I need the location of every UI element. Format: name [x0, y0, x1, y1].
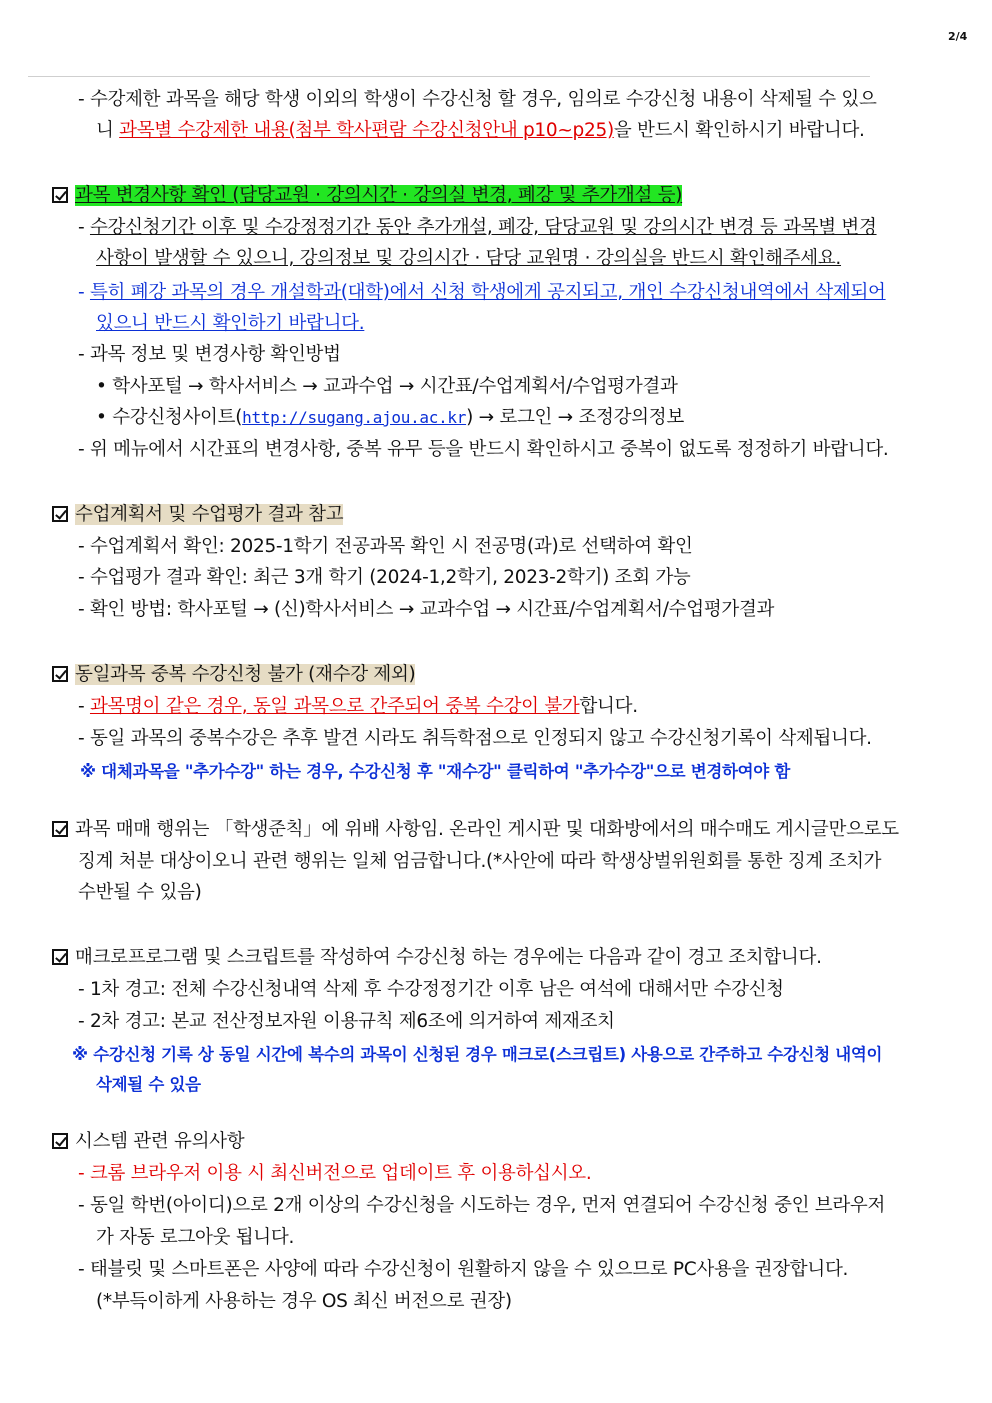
s3-b1-red: 과목명이 같은 경우, 동일 과목으로 간주되어 중복 수강이 불가	[89, 696, 580, 717]
section1-heading-text: 과목 변경사항 확인 (담당교원 · 강의시간 · 강의실 변경, 폐강 및 추가개설 등)	[75, 185, 683, 206]
s5-note1: ※ 수강신청 기록 상 동일 시간에 복수의 과목이 신청된 경우 매크로(스크립트) 사용으로 간주하고 수강신청 내역이	[72, 1045, 883, 1064]
s0-line2a: 니	[96, 120, 120, 141]
s6-b2a: - 동일 학번(아이디)으로 2개 이상의 수강신청을 시도하는 경우, 먼저 연결되어 수강신청 중인 브라우저	[78, 1195, 886, 1216]
dash: -	[78, 282, 90, 303]
s0-line2c: 을 반드시 확인하시기 바랍니다.	[613, 120, 865, 141]
section3-heading-text: 동일과목 중복 수강신청 불가 (재수강 제외)	[75, 664, 416, 685]
s5-note2: 삭제될 수 있음	[96, 1075, 201, 1094]
s1-b2a-text: 특히 폐강 과목의 경우 개설학과(대학)에서 신청 학생에게 공지되고, 개인 수강신청내역에서 삭제되어	[89, 282, 886, 303]
s0-line2	[96, 117, 865, 145]
section5-heading	[52, 944, 822, 972]
s6-b1: - 크롬 브라우저 이용 시 최신버전으로 업데이트 후 이용하십시오.	[78, 1163, 592, 1184]
page-number: 2/4	[948, 30, 968, 43]
dash: -	[78, 217, 90, 238]
section4-line1	[52, 816, 899, 844]
section3-heading	[52, 661, 415, 689]
s0-line1: - 수강제한 과목을 해당 학생 이외의 학생이 수강신청 할 경우, 임의로 수강신청 내용이 삭제될 수 있으	[78, 89, 877, 110]
s1-b3: - 과목 정보 및 변경사항 확인방법	[78, 344, 341, 365]
s3-b1	[78, 693, 638, 721]
s1-b2a	[78, 279, 886, 307]
checkbox-icon	[52, 949, 68, 965]
section5-heading-text: 매크로프로그램 및 스크립트를 작성하여 수강신청 하는 경우에는 다음과 같이 경고 조치합니다.	[75, 947, 822, 968]
s1-b2b: 있으니 반드시 확인하기 바랍니다.	[96, 313, 365, 334]
sugang-link[interactable]: http://sugang.ajou.ac.kr	[242, 408, 467, 427]
section2-heading	[52, 501, 343, 529]
s3-note: ※ 대체과목을 "추가수강" 하는 경우, 수강신청 후 "재수강" 클릭하여 "추가수강"으로 변경하여야 함	[80, 762, 791, 781]
section6-heading	[52, 1128, 244, 1156]
s1-b4: • 학사포털 → 학사서비스 → 교과수업 → 시간표/수업계획서/수업평가결과	[96, 376, 678, 397]
s1-b6: - 위 메뉴에서 시간표의 변경사항, 중복 유무 등을 반드시 확인하시고 중복이 없도록 정정하기 바랍니다.	[78, 439, 889, 460]
s2-b3: - 확인 방법: 학사포털 → (신)학사서비스 → 교과수업 → 시간표/수업계획서/수업평가결과	[78, 599, 775, 620]
s2-b2: - 수업평가 결과 확인: 최근 3개 학기 (2024-1,2학기, 2023-2학기) 조회 가능	[78, 567, 691, 588]
s6-b3b: (*부득이하게 사용하는 경우 OS 최신 버전으로 권장)	[96, 1291, 512, 1312]
dash: -	[78, 696, 90, 717]
header-rule	[28, 76, 870, 77]
s0-red-link: 과목별 수강제한 내용(첨부 학사편람 수강신청안내 p10~p25)	[119, 120, 614, 141]
s3-b2: - 동일 과목의 중복수강은 추후 발견 시라도 취득학점으로 인정되지 않고 수강신청기록이 삭제됩니다.	[78, 728, 872, 749]
checkbox-icon	[52, 187, 68, 203]
s5-b2: - 2차 경고: 본교 전산정보자원 이용규칙 제6조에 의거하여 제재조치	[78, 1011, 615, 1032]
s4-l1: 과목 매매 행위는 「학생준칙」에 위배 사항임. 온라인 게시판 및 대화방에서의 매수매도 게시글만으로도	[75, 819, 899, 840]
section2-heading-text: 수업계획서 및 수업평가 결과 참고	[75, 504, 344, 525]
s3-b1-rest: 합니다.	[579, 696, 638, 717]
s6-b3a: - 태블릿 및 스마트폰은 사양에 따라 수강신청이 원활하지 않을 수 있으므로 PC사용을 권장합니다.	[78, 1259, 849, 1280]
checkbox-icon	[52, 821, 68, 837]
checkbox-icon	[52, 1133, 68, 1149]
s6-b2b: 가 자동 로그아웃 됩니다.	[96, 1227, 295, 1248]
s1-b5b: ) → 로그인 → 조정강의정보	[466, 407, 684, 428]
s4-l2: 징계 처분 대상이오니 관련 행위는 일체 엄금합니다.(*사안에 따라 학생상벌위원회를 통한 징계 조치가	[78, 851, 882, 872]
s1-b1b: 사항이 발생할 수 있으니, 강의정보 및 강의시간 · 담당 교원명 · 강의실을 반드시 확인해주세요.	[96, 248, 842, 269]
s1-b5	[96, 404, 684, 432]
s2-b1: - 수업계획서 확인: 2025-1학기 전공과목 확인 시 전공명(과)로 선택하여 확인	[78, 536, 693, 557]
s1-b1a-text: 수강신청기간 이후 및 수강정정기간 동안 추가개설, 폐강, 담당교원 및 강의시간 변경 등 과목별 변경	[89, 217, 877, 238]
s1-b1a	[78, 214, 877, 242]
checkbox-icon	[52, 506, 68, 522]
section1-heading	[52, 182, 682, 210]
checkbox-icon	[52, 666, 68, 682]
s4-l3: 수반될 수 있음)	[78, 882, 202, 903]
section6-heading-text: 시스템 관련 유의사항	[75, 1131, 245, 1152]
s5-b1: - 1차 경고: 전체 수강신청내역 삭제 후 수강정정기간 이후 남은 여석에 대해서만 수강신청	[78, 979, 784, 1000]
s1-b5a: • 수강신청사이트(	[96, 407, 243, 428]
